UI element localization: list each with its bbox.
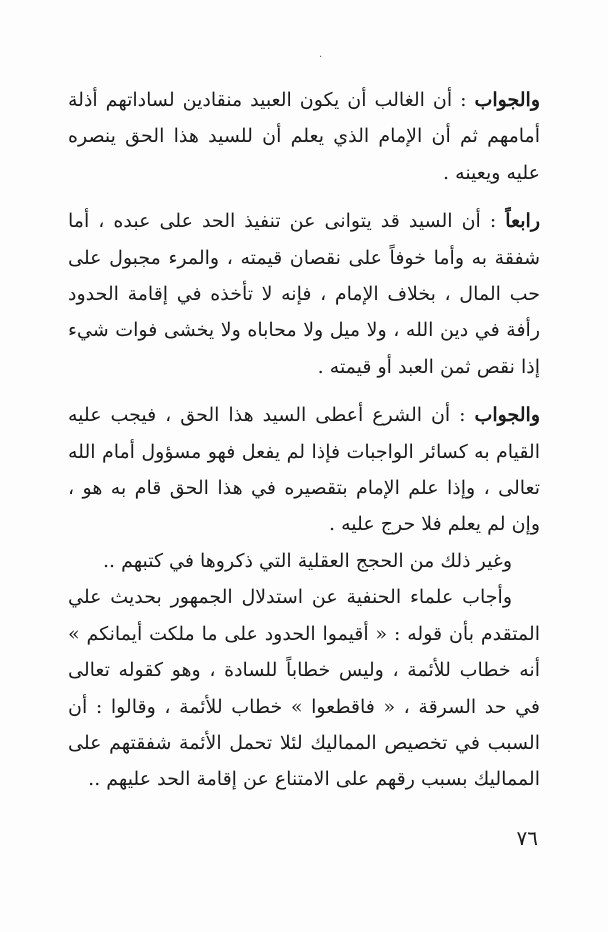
paragraph-lead-answer: والجواب <box>474 404 540 427</box>
paragraph-hanafi-response: وأجاب علماء الحنفية عن استدلال الجمهور بحديث علي المتقدم بأن قوله : « أقيموا الحدود على ما ملكت أيمانكم » أنه خطاب للأئمة ، وليس خطاباً للسادة ، وهو كقوله تعالى في حد السرقة ، « فاقطعوا » خطاب للأئمة ، وقالوا : أن السبب في تخصيص المماليك لئلا تحمل الأئمة شفقتهم على المماليك بسبب رقهم على الامتناع عن إقامة الحد عليهم .. <box>68 586 540 791</box>
paragraph-text: : أن الشرع أعطى السيد هذا الحق ، فيجب عليه القيام به كسائر الواجبات فإذا لم يفعل فهو مسؤول أمام الله تعالى ، وإذا علم الإمام بتقصيره في هذا الحق قام به هو ، وإن لم يعلم فلا حرج عليه . <box>68 404 540 536</box>
page-speck: · <box>319 52 323 63</box>
paragraph-answer-1 <box>68 82 540 191</box>
paragraph-lead-answer: والجواب <box>474 89 540 111</box>
paragraph-other-arguments: وغير ذلك من الحجج العقلية التي ذكروها في كتبهم .. <box>102 549 512 572</box>
paragraph-answer-2 <box>68 397 540 543</box>
paragraph-fourth <box>68 203 540 385</box>
paragraph-text: : أن السيد قد يتوانى عن تنفيذ الحد على عبده ، أما شفقة به وأما خوفاً على نقصان قيمته ، والمرء مجبول على حب المال ، بخلاف الإمام ، فإنه لا تأخذه في إقامة الحدود رأفة في دين الله ، ولا ميل ولا محاباه ولا يخشى فوات شيء إذا نقص ثمن العبد أو قيمته . <box>68 210 540 378</box>
paragraph-lead-fourth: رابعاً <box>505 210 540 233</box>
page-body <box>68 82 540 798</box>
paragraph-text: : أن الغالب أن يكون العبيد منقادين لساداتهم أذلة أمامهم ثم أن الإمام الذي يعلم أن للسيد هذا الحق ينصره عليه ويعينه . <box>68 89 540 184</box>
page-number: ٧٦ <box>516 826 538 850</box>
